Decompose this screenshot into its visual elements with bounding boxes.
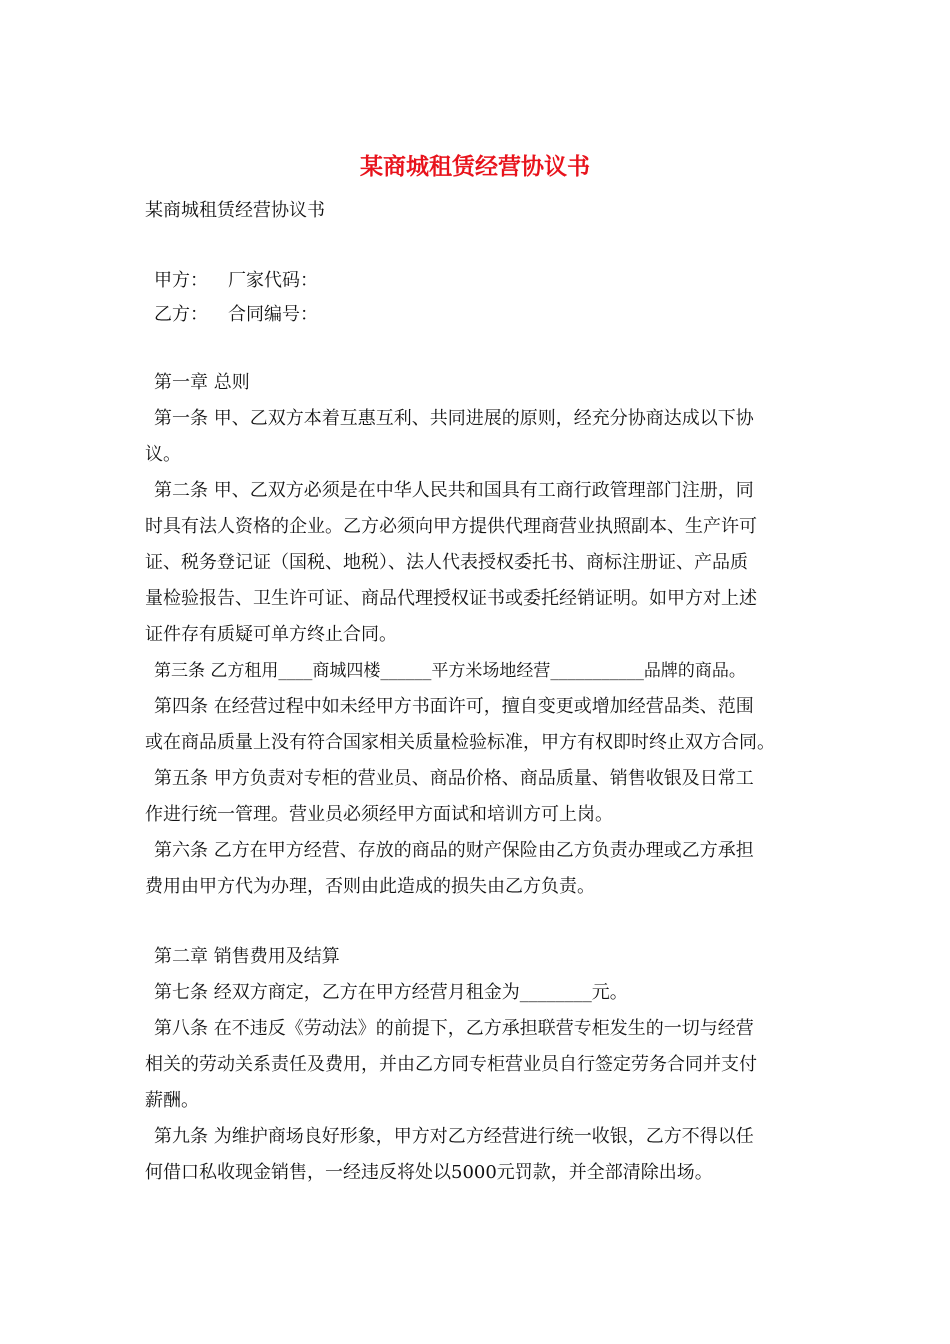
article-4-line: 第四条 在经营过程中如未经甲方书面许可，擅自变更或增加经营品类、范围: [154, 696, 754, 717]
article-2-line: 时具有法人资格的企业。乙方必须向甲方提供代理商营业执照副本、生产许可: [145, 516, 757, 537]
party-a-field: 厂家代码：: [228, 270, 318, 291]
article-7-line: 第七条 经双方商定，乙方在甲方经营月租金为________元。: [154, 982, 628, 1003]
party-b-field: 合同编号：: [228, 304, 318, 325]
article-2-line: 证、税务登记证（国税、地税）、法人代表授权委托书、商标注册证、产品质: [145, 552, 748, 573]
party-b-row: [154, 302, 318, 328]
party-a-label: 甲方：: [154, 270, 208, 291]
article-5-line: 作进行统一管理。营业员必须经甲方面试和培训方可上岗。: [145, 804, 613, 825]
article-1-line: 议。: [145, 444, 181, 465]
article-6-line: 第六条 乙方在甲方经营、存放的商品的财产保险由乙方负责办理或乙方承担: [154, 840, 754, 861]
article-2-line: 第二条 甲、乙双方必须是在中华人民共和国具有工商行政管理部门注册，同: [154, 480, 754, 501]
article-9-line: 第九条 为维护商场良好形象，甲方对乙方经营进行统一收银，乙方不得以任: [154, 1126, 754, 1147]
article-9-line: 何借口私收现金销售，一经违反将处以5000元罚款，并全部清除出场。: [145, 1162, 713, 1183]
party-a-row: [154, 268, 318, 294]
article-1-line: 第一条 甲、乙双方本着互惠互利、共同进展的原则，经充分协商达成以下协: [154, 408, 754, 429]
article-6-line: 费用由甲方代为办理，否则由此造成的损失由乙方负责。: [145, 876, 595, 897]
article-8-line: 第八条 在不违反《劳动法》的前提下，乙方承担联营专柜发生的一切与经营: [154, 1018, 754, 1039]
article-8-line: 薪酬。: [145, 1090, 199, 1111]
document-subtitle: 某商城租赁经营协议书: [145, 200, 325, 221]
article-2-line: 证件存有质疑可单方终止合同。: [145, 624, 397, 645]
article-4-line: 或在商品质量上没有符合国家相关质量检验标准，甲方有权即时终止双方合同。: [145, 732, 775, 753]
document-title: 某商城租赁经营协议书: [360, 153, 590, 180]
article-2-line: 量检验报告、卫生许可证、商品代理授权证书或委托经销证明。如甲方对上述: [145, 588, 757, 609]
party-b-label: 乙方：: [154, 304, 208, 325]
chapter-2-heading: 第二章 销售费用及结算: [154, 946, 340, 967]
chapter-1-heading: 第一章 总则: [154, 372, 250, 393]
article-8-line: 相关的劳动关系责任及费用，并由乙方同专柜营业员自行签定劳务合同并支付: [145, 1054, 757, 1075]
article-3-line: 第三条 乙方租用____商城四楼______平方米场地经营___________品牌的商品。: [154, 661, 746, 681]
article-5-line: 第五条 甲方负责对专柜的营业员、商品价格、商品质量、销售收银及日常工: [154, 768, 754, 789]
